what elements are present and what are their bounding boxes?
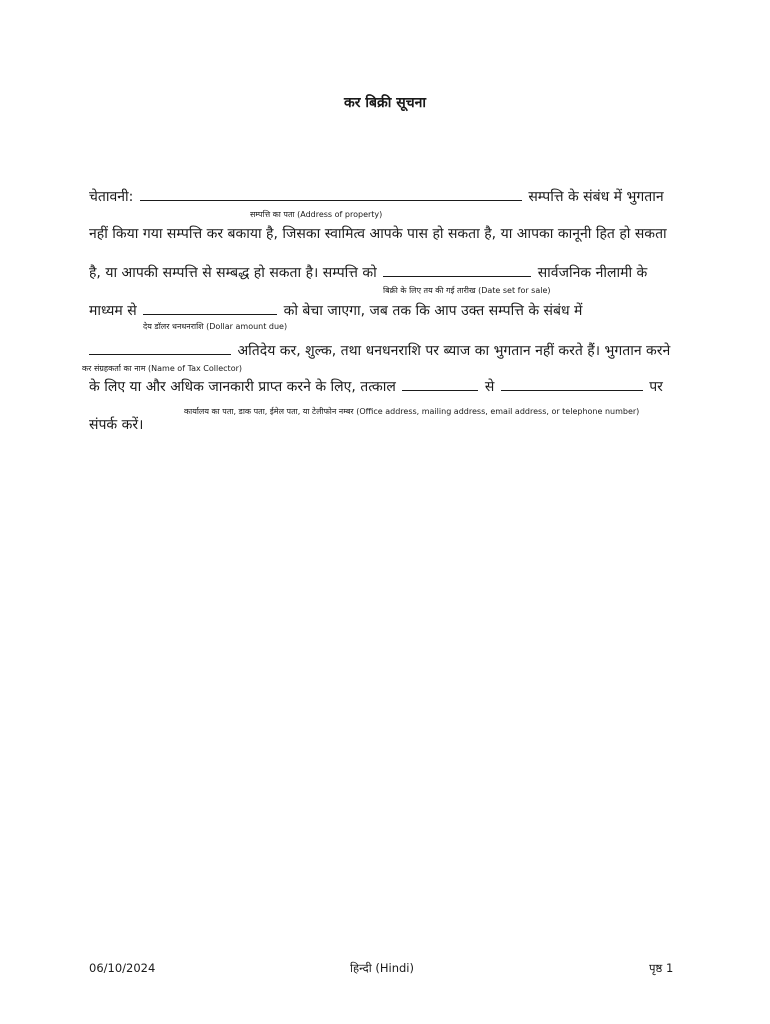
body-line-4 — [89, 301, 582, 320]
document-title: कर बिक्री सूचना — [344, 95, 426, 111]
footer-date: 06/10/2024 — [89, 961, 156, 975]
footer-language: हिन्दी (Hindi) — [350, 961, 414, 975]
body-line-6-prefix: के लिए या और अधिक जानकारी प्राप्त करने के लिए, तत्काल — [89, 379, 396, 395]
contact-time-blank — [402, 377, 478, 391]
amount-hint: देय डॉलर धनधनराशि (Dollar amount due) — [143, 322, 288, 331]
body-line-6 — [89, 377, 663, 396]
body-line-4-suffix: को बेचा जाएगा, जब तक कि आप उक्त सम्पत्ति के संबंध में — [283, 303, 583, 319]
body-line-6-mid: से — [484, 379, 495, 395]
amount-blank — [143, 301, 277, 315]
collector-blank — [89, 341, 231, 355]
body-line-2: नहीं किया गया सम्पत्ति कर बकाया है, जिसका स्वामित्व आपके पास हो सकता है, या आपका कानूनी हित हो सकता — [89, 226, 667, 242]
body-line-5 — [89, 341, 670, 360]
body-line-7: संपर्क करें। — [89, 417, 144, 433]
warning-label: चेतावनी: — [89, 189, 134, 205]
footer-page-number: पृष्ठ 1 — [649, 961, 674, 975]
body-line-1 — [89, 187, 664, 206]
address-hint: सम्पत्ति का पता (Address of property) — [250, 210, 383, 219]
address-blank — [140, 187, 522, 201]
body-line-5-suffix: अतिदेय कर, शुल्क, तथा धनधनराशि पर ब्याज का भुगतान नहीं करते हैं। भुगतान करने — [237, 343, 671, 359]
body-line-6-suffix: पर — [649, 379, 663, 395]
body-line-1-suffix: सम्पत्ति के संबंध में भुगतान — [528, 189, 664, 205]
body-line-3-suffix: सार्वजनिक नीलामी के — [537, 265, 648, 281]
contact-blank — [501, 377, 643, 391]
body-line-3 — [89, 263, 647, 282]
contact-hint: कार्यालय का पता, डाक पता, ईमेल पता, या टेलीफोन नम्बर (Office address, mailing address, email address, or telephone number) — [184, 407, 640, 416]
body-line-4-prefix: माध्यम से — [89, 303, 137, 319]
collector-hint: कर संग्रहकर्ता का नाम (Name of Tax Collector) — [82, 364, 242, 373]
sale-date-hint: बिक्री के लिए तय की गई तारीख (Date set for sale) — [383, 286, 551, 295]
sale-date-blank — [383, 263, 531, 277]
body-line-3-prefix: है, या आपकी सम्पत्ति से सम्बद्ध हो सकता है। सम्पत्ति को — [89, 265, 377, 281]
